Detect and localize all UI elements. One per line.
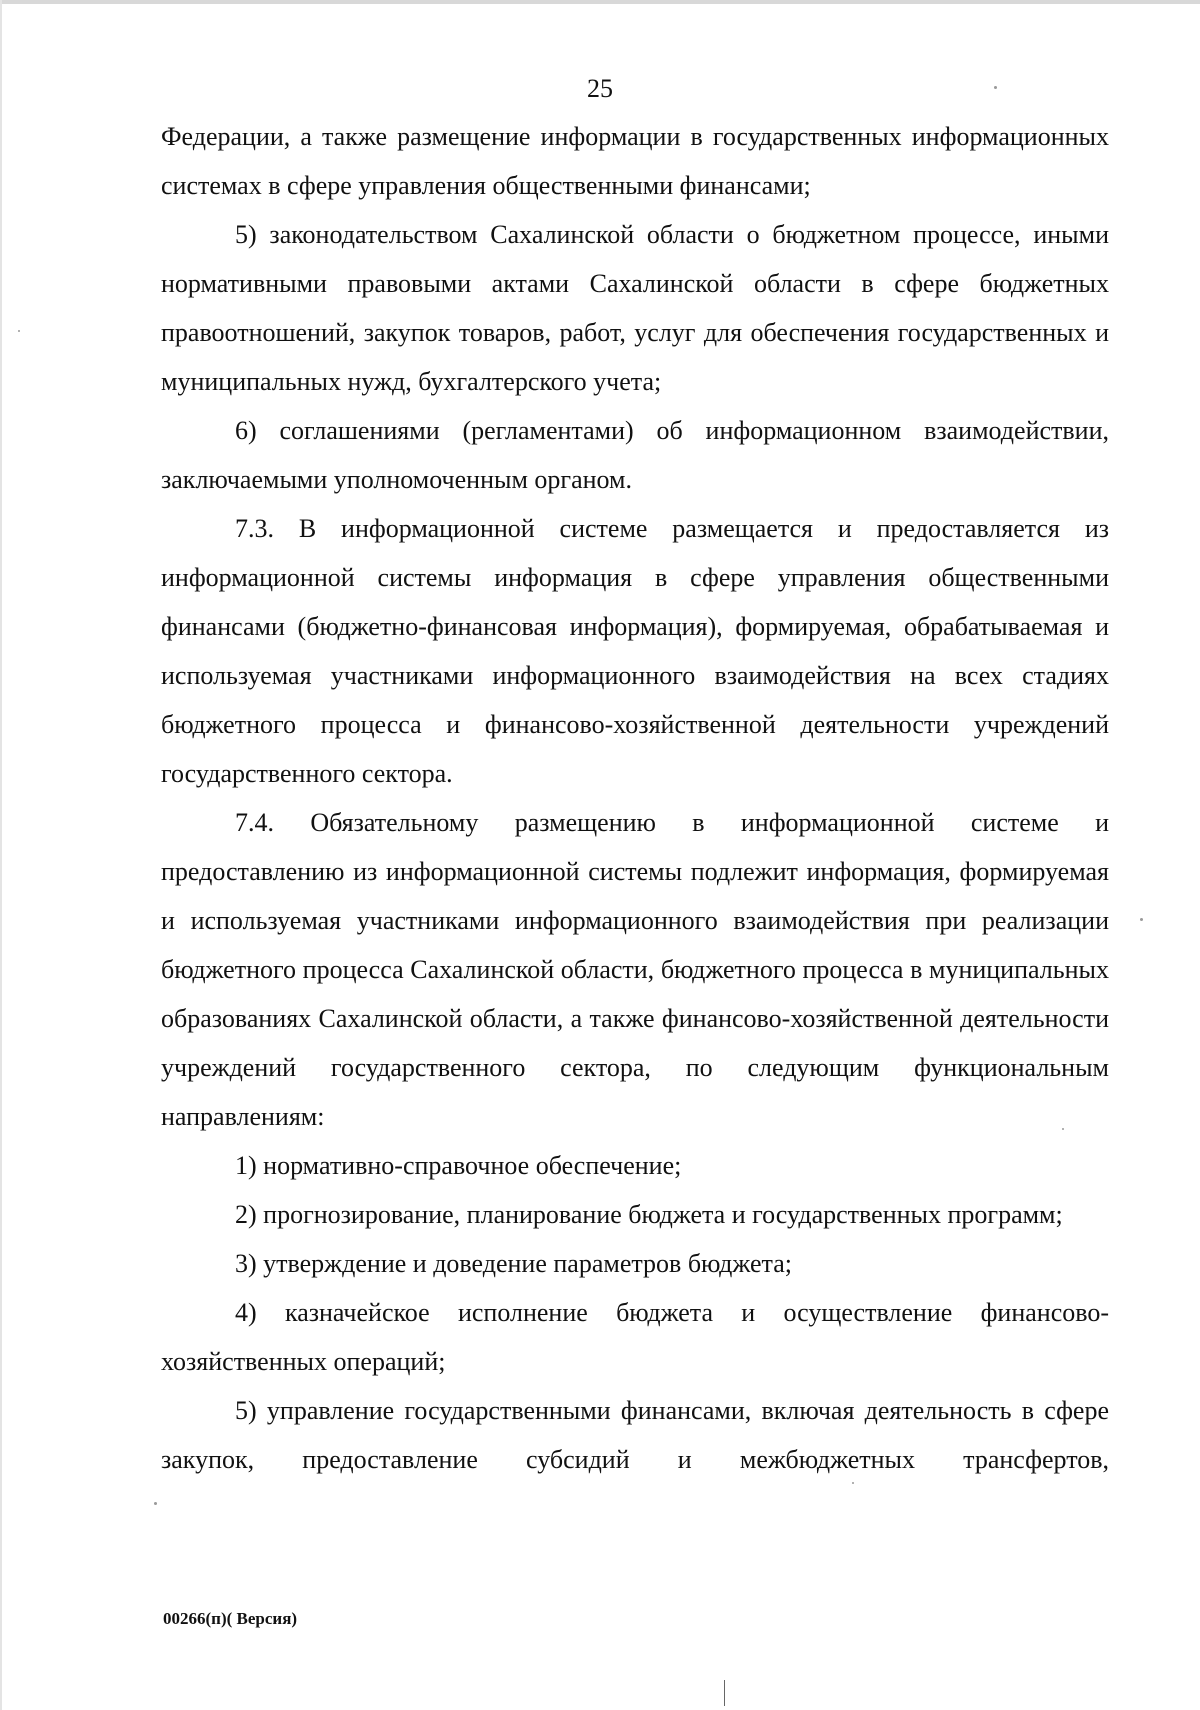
direction-item-5: 5) управление государственными финансами, включая деятельность в сфере закупок, предоставление субсидий и межбюджетных трансфертов, [161,1396,1109,1474]
scan-left-edge [0,0,2,1710]
direction-item-3: 3) утверждение и доведение параметров бюджета; [235,1249,792,1278]
clause-7-4: 7.4. Обязательному размещению в информационной системе и предоставлению из информационной системы подлежит информация, формируемая и используемая участниками информационного взаимодействия при реализации бюджетного процесса Сахалинской области, бюджетного процесса в муниципальных образованиях Сахалинской области, а также финансово-хозяйственной деятельности учреждений государственного сектора, по следующим функциональным направлениям: [161,808,1109,1131]
paragraph-continuation: Федерации, а также размещение информации в государственных информационных системах в сфере управления общественными финансами; [161,122,1109,200]
direction-item-4: 4) казначейское исполнение бюджета и осуществление финансово-хозяйственных операций; [161,1298,1109,1376]
direction-item-1: 1) нормативно-справочное обеспечение; [235,1151,682,1180]
scan-top-edge [0,0,1200,4]
clause-7-3: 7.3. В информационной системе размещается и предоставляется из информационной системы информация в сфере управления общественными финансами (бюджетно-финансовая информация), формируемая, обрабатываемая и используемая участниками информационного взаимодействия на всех стадиях бюджетного процесса и финансово-хозяйственной деятельности учреждений государственного сектора. [161,514,1109,788]
scan-tick-mark [724,1680,725,1706]
scan-speck [18,330,20,332]
scan-speck [1062,1128,1064,1130]
scan-speck [852,1482,854,1484]
scan-speck [1140,918,1143,921]
document-body [161,112,1109,1484]
scan-speck [994,86,997,89]
scan-speck [154,1502,157,1505]
direction-item-2: 2) прогнозирование, планирование бюджета и государственных программ; [235,1200,1063,1229]
document-footer-code: 00266(п)( Версия) [163,1609,298,1628]
list-item-6-agreements: 6) соглашениями (регламентами) об информационном взаимодействии, заключаемыми уполномоченным органом. [161,416,1109,494]
page-number: 25 [587,74,613,103]
list-item-5-legislation: 5) законодательством Сахалинской области о бюджетном процессе, иными нормативными правовыми актами Сахалинской области в сфере бюджетных правоотношений, закупок товаров, работ, услуг для обеспечения государственных и муниципальных нужд, бухгалтерского учета; [161,220,1109,396]
